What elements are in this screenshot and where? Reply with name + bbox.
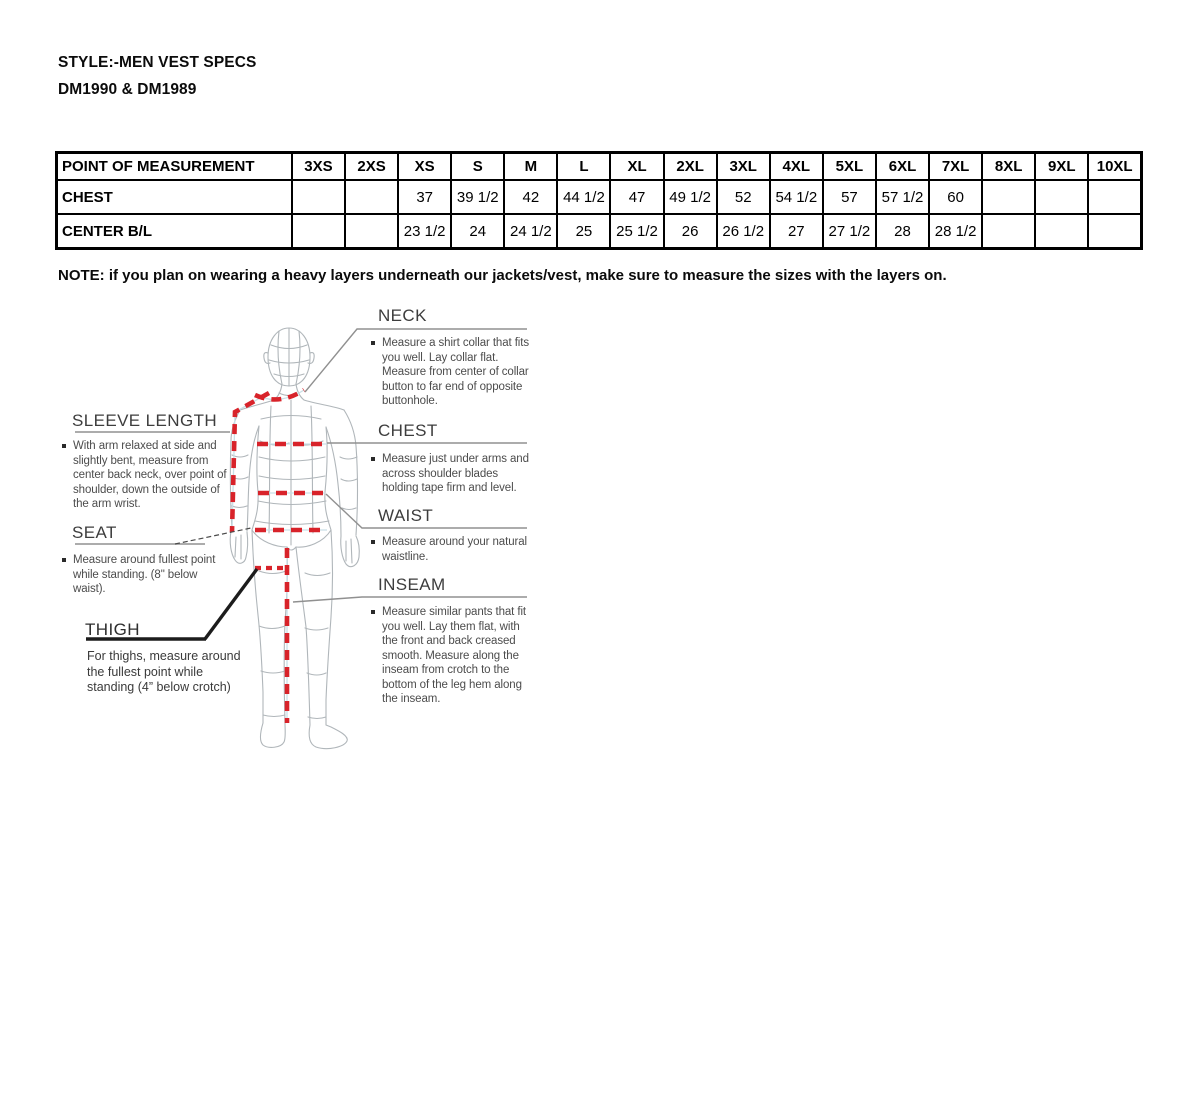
section-title: INSEAM bbox=[378, 575, 446, 594]
col-header-size-xs: XS bbox=[398, 153, 451, 181]
guide-section-sleeve-length bbox=[72, 411, 227, 510]
col-header-size-8xl: 8XL bbox=[982, 153, 1035, 181]
doc-title-style: STYLE:-MEN VEST SPECS bbox=[58, 54, 257, 71]
size-spec-table bbox=[55, 151, 1143, 250]
section-description: Measure around fullest point while standing. (8" below waist). bbox=[73, 554, 216, 595]
size-value-cell: 26 1/2 bbox=[717, 214, 770, 249]
size-value-cell: 60 bbox=[929, 180, 982, 214]
size-value-cell: 25 bbox=[557, 214, 610, 249]
size-value-cell: 27 bbox=[770, 214, 823, 249]
size-value-cell bbox=[1088, 214, 1141, 249]
table-row bbox=[57, 180, 1142, 214]
size-value-cell: 27 1/2 bbox=[823, 214, 876, 249]
section-description: For thighs, measure around the fullest point while standing (4” below crotch) bbox=[87, 649, 241, 694]
guide-section-seat bbox=[72, 523, 216, 595]
section-description: Measure similar pants that fit you well. Lay them flat, with the front and back creased smooth. Measure along the inseam from crotch to the bottom of the leg hem along the inseam. bbox=[382, 606, 527, 705]
inseam-leader-line bbox=[293, 597, 527, 602]
guide-section-waist bbox=[378, 506, 527, 563]
size-value-cell: 28 bbox=[876, 214, 929, 249]
size-value-cell: 37 bbox=[398, 180, 451, 214]
section-title: WAIST bbox=[378, 506, 434, 525]
size-value-cell: 26 bbox=[664, 214, 717, 249]
size-value-cell bbox=[345, 180, 398, 214]
guide-section-thigh bbox=[85, 620, 241, 694]
size-value-cell: 44 1/2 bbox=[557, 180, 610, 214]
col-header-point-of-measurement: POINT OF MEASUREMENT bbox=[57, 153, 292, 181]
seat-leader-line bbox=[175, 528, 251, 544]
size-value-cell bbox=[292, 214, 345, 249]
guide-section-chest bbox=[378, 421, 529, 494]
table-row bbox=[57, 214, 1142, 249]
bullet-marker bbox=[371, 610, 375, 614]
size-value-cell: 25 1/2 bbox=[610, 214, 663, 249]
section-description: Measure around your natural waistline. bbox=[382, 536, 527, 563]
col-header-size-2xs: 2XS bbox=[345, 153, 398, 181]
size-value-cell: 24 bbox=[451, 214, 504, 249]
size-value-cell bbox=[982, 214, 1035, 249]
size-value-cell: 49 1/2 bbox=[664, 180, 717, 214]
guide-section-neck bbox=[378, 306, 529, 407]
size-value-cell: 42 bbox=[504, 180, 557, 214]
col-header-size-4xl: 4XL bbox=[770, 153, 823, 181]
section-title: CHEST bbox=[378, 421, 438, 440]
bullet-marker bbox=[371, 341, 375, 345]
col-header-size-7xl: 7XL bbox=[929, 153, 982, 181]
col-header-size-l: L bbox=[557, 153, 610, 181]
col-header-size-9xl: 9XL bbox=[1035, 153, 1088, 181]
bullet-marker bbox=[371, 457, 375, 461]
size-value-cell bbox=[1035, 214, 1088, 249]
col-header-size-10xl: 10XL bbox=[1088, 153, 1141, 181]
col-header-size-2xl: 2XL bbox=[664, 153, 717, 181]
col-header-size-m: M bbox=[504, 153, 557, 181]
section-description: With arm relaxed at side and slightly bent, measure from center back neck, over point of shoulder, down the outside of the arm wrist. bbox=[73, 440, 227, 510]
bullet-marker bbox=[62, 558, 66, 562]
section-title: THIGH bbox=[85, 620, 140, 639]
size-value-cell: 28 1/2 bbox=[929, 214, 982, 249]
size-value-cell bbox=[982, 180, 1035, 214]
size-value-cell: 24 1/2 bbox=[504, 214, 557, 249]
bullet-marker bbox=[62, 444, 66, 448]
size-value-cell bbox=[345, 214, 398, 249]
size-value-cell: 39 1/2 bbox=[451, 180, 504, 214]
section-title: SLEEVE LENGTH bbox=[72, 411, 218, 430]
section-title: NECK bbox=[378, 306, 427, 325]
size-value-cell: 54 1/2 bbox=[770, 180, 823, 214]
measurement-guide bbox=[55, 295, 555, 775]
size-value-cell: 47 bbox=[610, 180, 663, 214]
size-value-cell bbox=[1088, 180, 1141, 214]
size-value-cell: 23 1/2 bbox=[398, 214, 451, 249]
col-header-size-s: S bbox=[451, 153, 504, 181]
col-header-size-6xl: 6XL bbox=[876, 153, 929, 181]
bullet-marker bbox=[371, 540, 375, 544]
size-value-cell bbox=[292, 180, 345, 214]
size-value-cell bbox=[1035, 180, 1088, 214]
table-header-row bbox=[57, 153, 1142, 181]
col-header-size-5xl: 5XL bbox=[823, 153, 876, 181]
section-title: SEAT bbox=[72, 523, 117, 542]
section-description: Measure just under arms and across shoulder blades holding tape firm and level. bbox=[382, 453, 529, 494]
col-header-size-xl: XL bbox=[610, 153, 663, 181]
row-label: CENTER B/L bbox=[57, 214, 292, 249]
row-label: CHEST bbox=[57, 180, 292, 214]
size-value-cell: 57 1/2 bbox=[876, 180, 929, 214]
size-value-cell: 52 bbox=[717, 180, 770, 214]
note-text: NOTE: if you plan on wearing a heavy layers underneath our jackets/vest, make sure to measure the sizes with the layers on. bbox=[58, 267, 947, 284]
col-header-size-3xl: 3XL bbox=[717, 153, 770, 181]
section-description: Measure a shirt collar that fits you well. Lay collar flat. Measure from center of collar button to far end of opposite buttonhole. bbox=[382, 337, 529, 407]
doc-title-model-numbers: DM1990 & DM1989 bbox=[58, 81, 197, 98]
guide-section-inseam bbox=[378, 575, 527, 705]
col-header-size-3xs: 3XS bbox=[292, 153, 345, 181]
size-value-cell: 57 bbox=[823, 180, 876, 214]
